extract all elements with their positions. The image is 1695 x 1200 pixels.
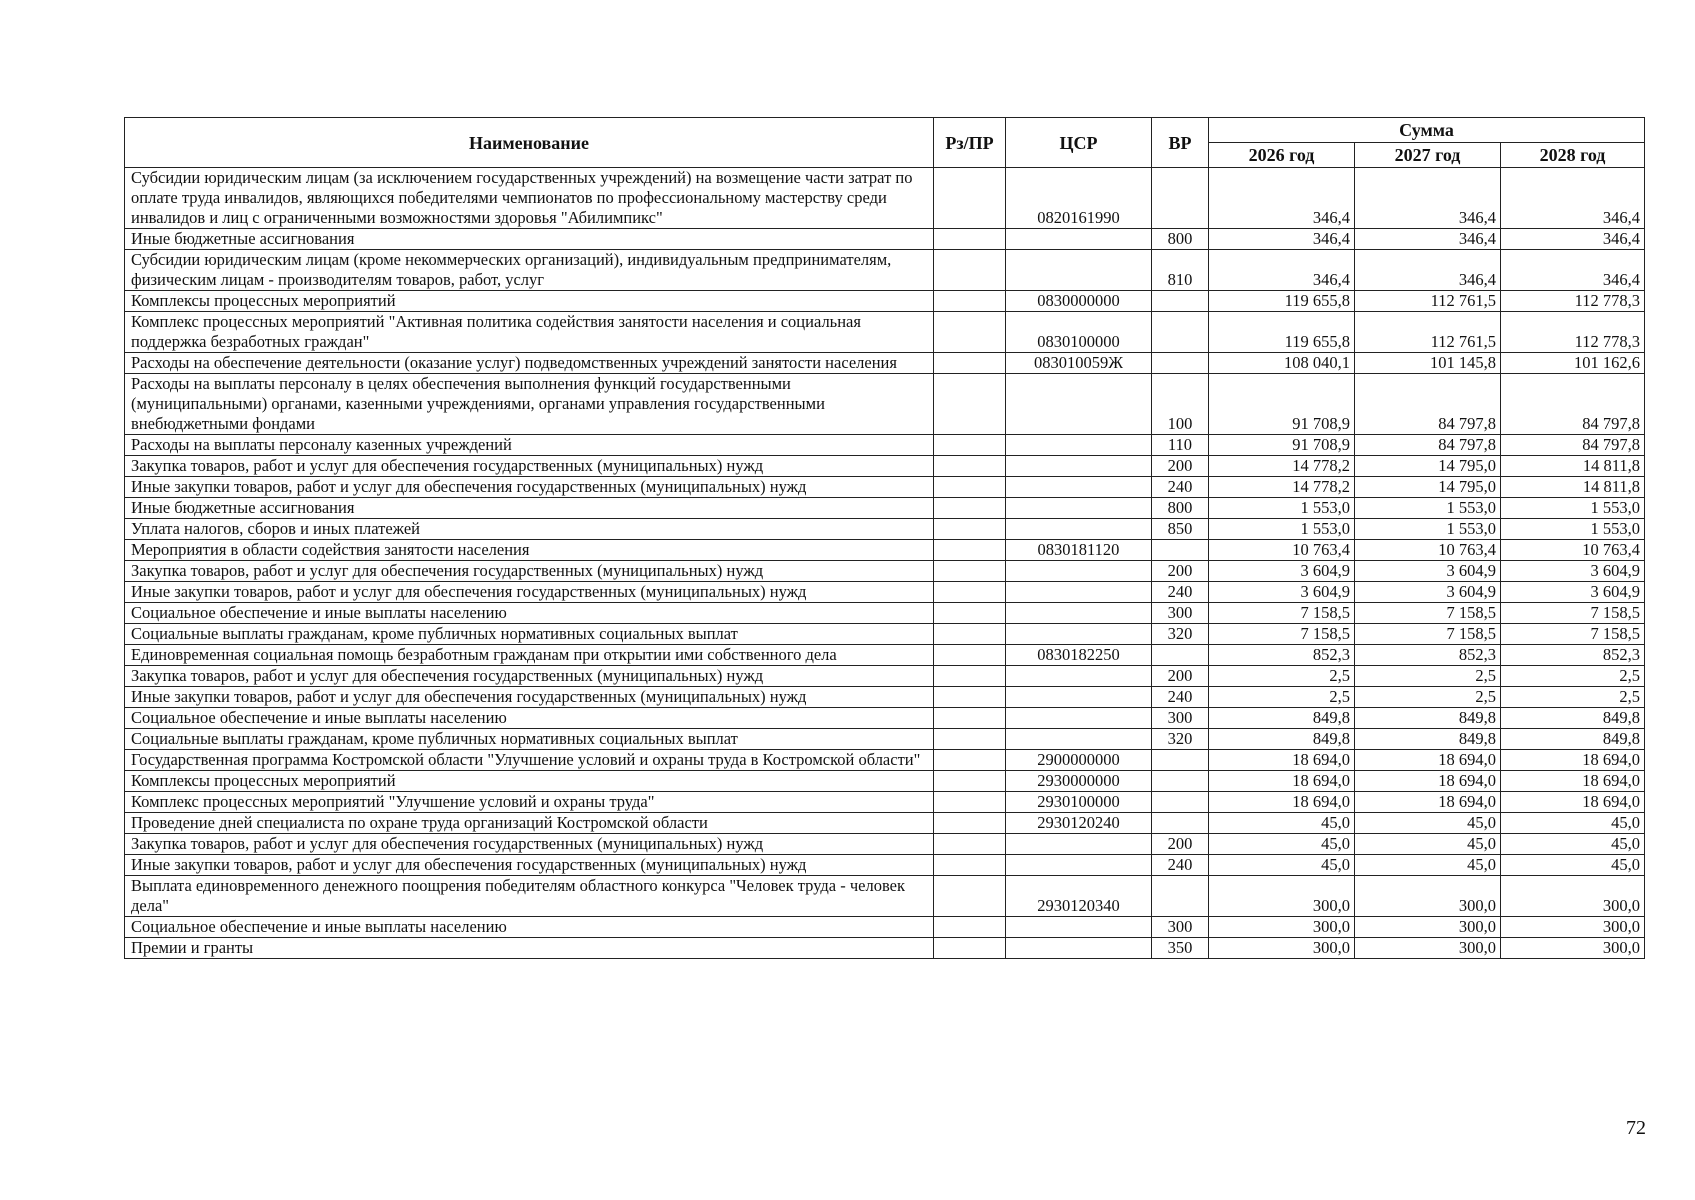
cell-name: Закупка товаров, работ и услуг для обеспечения государственных (муниципальных) нужд: [125, 456, 934, 477]
cell-rzpr: [934, 603, 1006, 624]
cell-vr: [1152, 771, 1209, 792]
cell-2028: 18 694,0: [1501, 750, 1645, 771]
cell-csr: [1006, 666, 1152, 687]
table-row: [125, 771, 1645, 792]
cell-2026: 119 655,8: [1209, 312, 1355, 353]
cell-vr: 200: [1152, 561, 1209, 582]
header-year-2027: 2027 год: [1355, 143, 1501, 168]
cell-2026: 91 708,9: [1209, 374, 1355, 435]
table-row: [125, 708, 1645, 729]
table-row: [125, 917, 1645, 938]
cell-2027: 346,4: [1355, 168, 1501, 229]
cell-vr: 320: [1152, 729, 1209, 750]
cell-csr: [1006, 229, 1152, 250]
cell-csr: 2930000000: [1006, 771, 1152, 792]
cell-2026: 45,0: [1209, 813, 1355, 834]
cell-2027: 45,0: [1355, 834, 1501, 855]
cell-name: Государственная программа Костромской области "Улучшение условий и охраны труда в Костромской области": [125, 750, 934, 771]
cell-vr: 320: [1152, 624, 1209, 645]
cell-name: Социальное обеспечение и иные выплаты населению: [125, 917, 934, 938]
cell-rzpr: [934, 477, 1006, 498]
cell-name: Расходы на обеспечение деятельности (оказание услуг) подведомственных учреждений занятости населения: [125, 353, 934, 374]
page-number: 72: [1626, 1117, 1646, 1139]
cell-rzpr: [934, 561, 1006, 582]
cell-2028: 45,0: [1501, 834, 1645, 855]
cell-csr: 2930100000: [1006, 792, 1152, 813]
cell-name: Иные закупки товаров, работ и услуг для обеспечения государственных (муниципальных) нужд: [125, 582, 934, 603]
cell-2026: 18 694,0: [1209, 792, 1355, 813]
cell-2028: 2,5: [1501, 687, 1645, 708]
cell-name: Социальные выплаты гражданам, кроме публичных нормативных социальных выплат: [125, 624, 934, 645]
cell-rzpr: [934, 666, 1006, 687]
cell-name: Комплекс процессных мероприятий "Улучшение условий и охраны труда": [125, 792, 934, 813]
cell-rzpr: [934, 229, 1006, 250]
cell-2028: 2,5: [1501, 666, 1645, 687]
cell-csr: [1006, 456, 1152, 477]
cell-2026: 2,5: [1209, 666, 1355, 687]
cell-vr: [1152, 750, 1209, 771]
table-row: [125, 435, 1645, 456]
cell-2026: 14 778,2: [1209, 477, 1355, 498]
cell-2026: 18 694,0: [1209, 750, 1355, 771]
cell-vr: 240: [1152, 477, 1209, 498]
cell-2027: 14 795,0: [1355, 477, 1501, 498]
table-row: [125, 813, 1645, 834]
cell-vr: [1152, 792, 1209, 813]
cell-vr: [1152, 813, 1209, 834]
cell-2027: 7 158,5: [1355, 603, 1501, 624]
cell-vr: 350: [1152, 938, 1209, 959]
cell-csr: 2900000000: [1006, 750, 1152, 771]
cell-rzpr: [934, 435, 1006, 456]
cell-2026: 91 708,9: [1209, 435, 1355, 456]
table-row: [125, 729, 1645, 750]
cell-name: Комплекс процессных мероприятий "Активная политика содействия занятости населения и социальная поддержка безработных граждан": [125, 312, 934, 353]
cell-rzpr: [934, 519, 1006, 540]
cell-csr: [1006, 603, 1152, 624]
cell-2028: 852,3: [1501, 645, 1645, 666]
cell-2028: 300,0: [1501, 917, 1645, 938]
cell-2027: 7 158,5: [1355, 624, 1501, 645]
cell-csr: [1006, 917, 1152, 938]
cell-name: Субсидии юридическим лицам (кроме некоммерческих организаций), индивидуальным предпринимателям, физическим лицам - производителям товаров, работ, услуг: [125, 250, 934, 291]
table-row: [125, 250, 1645, 291]
cell-csr: 0830182250: [1006, 645, 1152, 666]
cell-csr: [1006, 687, 1152, 708]
cell-csr: 2930120340: [1006, 876, 1152, 917]
table-row: [125, 477, 1645, 498]
cell-csr: [1006, 582, 1152, 603]
cell-2026: 2,5: [1209, 687, 1355, 708]
cell-vr: 300: [1152, 603, 1209, 624]
cell-name: Социальное обеспечение и иные выплаты населению: [125, 603, 934, 624]
header-name: Наименование: [125, 118, 934, 168]
cell-2026: 45,0: [1209, 855, 1355, 876]
cell-rzpr: [934, 771, 1006, 792]
cell-2026: 1 553,0: [1209, 498, 1355, 519]
cell-2026: 7 158,5: [1209, 624, 1355, 645]
cell-name: Иные бюджетные ассигнования: [125, 229, 934, 250]
table-row: [125, 792, 1645, 813]
cell-2027: 300,0: [1355, 917, 1501, 938]
table-row: [125, 456, 1645, 477]
cell-2027: 45,0: [1355, 855, 1501, 876]
cell-vr: 800: [1152, 498, 1209, 519]
cell-rzpr: [934, 624, 1006, 645]
cell-2027: 2,5: [1355, 687, 1501, 708]
cell-vr: [1152, 353, 1209, 374]
cell-2027: 14 795,0: [1355, 456, 1501, 477]
table-body: [125, 168, 1645, 959]
table-row: [125, 876, 1645, 917]
cell-rzpr: [934, 917, 1006, 938]
table-row: [125, 834, 1645, 855]
cell-2027: 2,5: [1355, 666, 1501, 687]
cell-2028: 300,0: [1501, 938, 1645, 959]
cell-rzpr: [934, 687, 1006, 708]
table-row: [125, 312, 1645, 353]
header-year-2028: 2028 год: [1501, 143, 1645, 168]
cell-name: Мероприятия в области содействия занятости населения: [125, 540, 934, 561]
cell-vr: 200: [1152, 834, 1209, 855]
cell-csr: [1006, 855, 1152, 876]
cell-rzpr: [934, 582, 1006, 603]
cell-2027: 1 553,0: [1355, 519, 1501, 540]
cell-2028: 7 158,5: [1501, 624, 1645, 645]
cell-2026: 18 694,0: [1209, 771, 1355, 792]
cell-csr: [1006, 938, 1152, 959]
cell-2028: 1 553,0: [1501, 498, 1645, 519]
cell-2028: 101 162,6: [1501, 353, 1645, 374]
cell-2027: 18 694,0: [1355, 750, 1501, 771]
cell-2028: 84 797,8: [1501, 435, 1645, 456]
cell-2028: 14 811,8: [1501, 477, 1645, 498]
table-row: [125, 353, 1645, 374]
cell-vr: 240: [1152, 582, 1209, 603]
table-row: [125, 498, 1645, 519]
cell-2026: 849,8: [1209, 729, 1355, 750]
cell-csr: [1006, 561, 1152, 582]
cell-vr: [1152, 312, 1209, 353]
cell-2028: 3 604,9: [1501, 582, 1645, 603]
table-row: [125, 168, 1645, 229]
cell-vr: 300: [1152, 708, 1209, 729]
table-row: [125, 855, 1645, 876]
cell-vr: 200: [1152, 666, 1209, 687]
cell-vr: 800: [1152, 229, 1209, 250]
cell-rzpr: [934, 855, 1006, 876]
cell-2026: 119 655,8: [1209, 291, 1355, 312]
cell-vr: 100: [1152, 374, 1209, 435]
cell-name: Проведение дней специалиста по охране труда организаций Костромской области: [125, 813, 934, 834]
header-year-2026: 2026 год: [1209, 143, 1355, 168]
cell-rzpr: [934, 312, 1006, 353]
cell-rzpr: [934, 792, 1006, 813]
cell-2027: 18 694,0: [1355, 792, 1501, 813]
table-row: [125, 291, 1645, 312]
cell-name: Единовременная социальная помощь безработным гражданам при открытии ими собственного дела: [125, 645, 934, 666]
cell-csr: [1006, 250, 1152, 291]
cell-2027: 112 761,5: [1355, 291, 1501, 312]
header-vr: ВР: [1152, 118, 1209, 168]
cell-2028: 18 694,0: [1501, 771, 1645, 792]
cell-2028: 346,4: [1501, 229, 1645, 250]
cell-2026: 108 040,1: [1209, 353, 1355, 374]
table-row: [125, 519, 1645, 540]
cell-name: Иные закупки товаров, работ и услуг для обеспечения государственных (муниципальных) нужд: [125, 855, 934, 876]
table-row: [125, 540, 1645, 561]
cell-2027: 852,3: [1355, 645, 1501, 666]
cell-name: Закупка товаров, работ и услуг для обеспечения государственных (муниципальных) нужд: [125, 561, 934, 582]
cell-csr: 0830000000: [1006, 291, 1152, 312]
cell-2026: 852,3: [1209, 645, 1355, 666]
table-row: [125, 624, 1645, 645]
cell-csr: [1006, 519, 1152, 540]
cell-csr: [1006, 435, 1152, 456]
cell-csr: [1006, 624, 1152, 645]
cell-2027: 10 763,4: [1355, 540, 1501, 561]
cell-vr: [1152, 168, 1209, 229]
cell-2027: 346,4: [1355, 229, 1501, 250]
header-sum: Сумма: [1209, 118, 1645, 143]
cell-vr: [1152, 876, 1209, 917]
cell-rzpr: [934, 876, 1006, 917]
cell-name: Иные закупки товаров, работ и услуг для обеспечения государственных (муниципальных) нужд: [125, 687, 934, 708]
cell-2027: 849,8: [1355, 708, 1501, 729]
cell-2028: 18 694,0: [1501, 792, 1645, 813]
cell-2027: 3 604,9: [1355, 582, 1501, 603]
cell-vr: 810: [1152, 250, 1209, 291]
cell-2028: 112 778,3: [1501, 312, 1645, 353]
cell-2026: 346,4: [1209, 229, 1355, 250]
cell-name: Уплата налогов, сборов и иных платежей: [125, 519, 934, 540]
cell-2026: 346,4: [1209, 168, 1355, 229]
cell-2026: 3 604,9: [1209, 561, 1355, 582]
cell-2027: 300,0: [1355, 938, 1501, 959]
cell-name: Комплексы процессных мероприятий: [125, 291, 934, 312]
cell-csr: [1006, 834, 1152, 855]
cell-rzpr: [934, 729, 1006, 750]
cell-name: Иные закупки товаров, работ и услуг для обеспечения государственных (муниципальных) нужд: [125, 477, 934, 498]
table-row: [125, 687, 1645, 708]
cell-csr: 2930120240: [1006, 813, 1152, 834]
table-row: [125, 374, 1645, 435]
cell-2026: 300,0: [1209, 917, 1355, 938]
cell-2026: 14 778,2: [1209, 456, 1355, 477]
cell-2027: 101 145,8: [1355, 353, 1501, 374]
table-row: [125, 938, 1645, 959]
table-row: [125, 561, 1645, 582]
cell-name: Комплексы процессных мероприятий: [125, 771, 934, 792]
cell-2026: 1 553,0: [1209, 519, 1355, 540]
cell-rzpr: [934, 938, 1006, 959]
cell-csr: [1006, 729, 1152, 750]
cell-rzpr: [934, 813, 1006, 834]
cell-rzpr: [934, 708, 1006, 729]
cell-name: Иные бюджетные ассигнования: [125, 498, 934, 519]
cell-2028: 84 797,8: [1501, 374, 1645, 435]
cell-2027: 18 694,0: [1355, 771, 1501, 792]
cell-vr: [1152, 645, 1209, 666]
cell-rzpr: [934, 374, 1006, 435]
table-row: [125, 750, 1645, 771]
table-row: [125, 666, 1645, 687]
cell-name: Социальные выплаты гражданам, кроме публичных нормативных социальных выплат: [125, 729, 934, 750]
cell-vr: 110: [1152, 435, 1209, 456]
cell-name: Закупка товаров, работ и услуг для обеспечения государственных (муниципальных) нужд: [125, 834, 934, 855]
cell-vr: 300: [1152, 917, 1209, 938]
cell-vr: 240: [1152, 687, 1209, 708]
cell-rzpr: [934, 250, 1006, 291]
cell-vr: [1152, 540, 1209, 561]
cell-csr: [1006, 477, 1152, 498]
cell-2026: 3 604,9: [1209, 582, 1355, 603]
cell-2028: 45,0: [1501, 855, 1645, 876]
cell-2028: 346,4: [1501, 168, 1645, 229]
cell-2026: 10 763,4: [1209, 540, 1355, 561]
cell-name: Субсидии юридическим лицам (за исключением государственных учреждений) на возмещение части затрат по оплате труда инвалидов, являющихся победителями чемпионатов по профессиональному мастерству среди инвалидов и лиц с ограниченными возможностями здоровья "Абилимпикс": [125, 168, 934, 229]
cell-2026: 346,4: [1209, 250, 1355, 291]
cell-2028: 1 553,0: [1501, 519, 1645, 540]
cell-2027: 112 761,5: [1355, 312, 1501, 353]
cell-rzpr: [934, 750, 1006, 771]
table-row: [125, 582, 1645, 603]
cell-2028: 3 604,9: [1501, 561, 1645, 582]
cell-csr: [1006, 708, 1152, 729]
cell-2027: 84 797,8: [1355, 374, 1501, 435]
cell-name: Выплата единовременного денежного поощрения победителям областного конкурса "Человек труда - человек дела": [125, 876, 934, 917]
cell-2028: 10 763,4: [1501, 540, 1645, 561]
cell-2028: 112 778,3: [1501, 291, 1645, 312]
cell-rzpr: [934, 834, 1006, 855]
cell-rzpr: [934, 291, 1006, 312]
header-rzpr: Рз/ПР: [934, 118, 1006, 168]
budget-table: [124, 117, 1645, 959]
cell-vr: [1152, 291, 1209, 312]
cell-2028: 300,0: [1501, 876, 1645, 917]
table-row: [125, 645, 1645, 666]
cell-rzpr: [934, 498, 1006, 519]
cell-csr: 083010059Ж: [1006, 353, 1152, 374]
cell-2026: 7 158,5: [1209, 603, 1355, 624]
cell-csr: 0830100000: [1006, 312, 1152, 353]
cell-2027: 849,8: [1355, 729, 1501, 750]
cell-rzpr: [934, 353, 1006, 374]
cell-name: Расходы на выплаты персоналу казенных учреждений: [125, 435, 934, 456]
cell-rzpr: [934, 645, 1006, 666]
table-row: [125, 603, 1645, 624]
cell-csr: 0820161990: [1006, 168, 1152, 229]
cell-2026: 300,0: [1209, 938, 1355, 959]
cell-2027: 45,0: [1355, 813, 1501, 834]
cell-csr: [1006, 498, 1152, 519]
cell-2026: 45,0: [1209, 834, 1355, 855]
cell-csr: [1006, 374, 1152, 435]
cell-rzpr: [934, 540, 1006, 561]
cell-vr: 850: [1152, 519, 1209, 540]
cell-2028: 45,0: [1501, 813, 1645, 834]
cell-2028: 849,8: [1501, 708, 1645, 729]
cell-2028: 7 158,5: [1501, 603, 1645, 624]
cell-rzpr: [934, 456, 1006, 477]
cell-2027: 3 604,9: [1355, 561, 1501, 582]
cell-name: Премии и гранты: [125, 938, 934, 959]
cell-vr: 200: [1152, 456, 1209, 477]
cell-vr: 240: [1152, 855, 1209, 876]
cell-2028: 14 811,8: [1501, 456, 1645, 477]
cell-name: Закупка товаров, работ и услуг для обеспечения государственных (муниципальных) нужд: [125, 666, 934, 687]
table-row: [125, 229, 1645, 250]
cell-rzpr: [934, 168, 1006, 229]
cell-2026: 300,0: [1209, 876, 1355, 917]
cell-2026: 849,8: [1209, 708, 1355, 729]
cell-2027: 1 553,0: [1355, 498, 1501, 519]
cell-2027: 84 797,8: [1355, 435, 1501, 456]
cell-name: Социальное обеспечение и иные выплаты населению: [125, 708, 934, 729]
cell-name: Расходы на выплаты персоналу в целях обеспечения выполнения функций государственными (муниципальными) органами, казенными учреждениями, органами управления государственными внебюджетными фондами: [125, 374, 934, 435]
cell-2027: 300,0: [1355, 876, 1501, 917]
cell-csr: 0830181120: [1006, 540, 1152, 561]
cell-2027: 346,4: [1355, 250, 1501, 291]
cell-2028: 346,4: [1501, 250, 1645, 291]
cell-2028: 849,8: [1501, 729, 1645, 750]
header-csr: ЦСР: [1006, 118, 1152, 168]
header-row: [125, 118, 1645, 143]
